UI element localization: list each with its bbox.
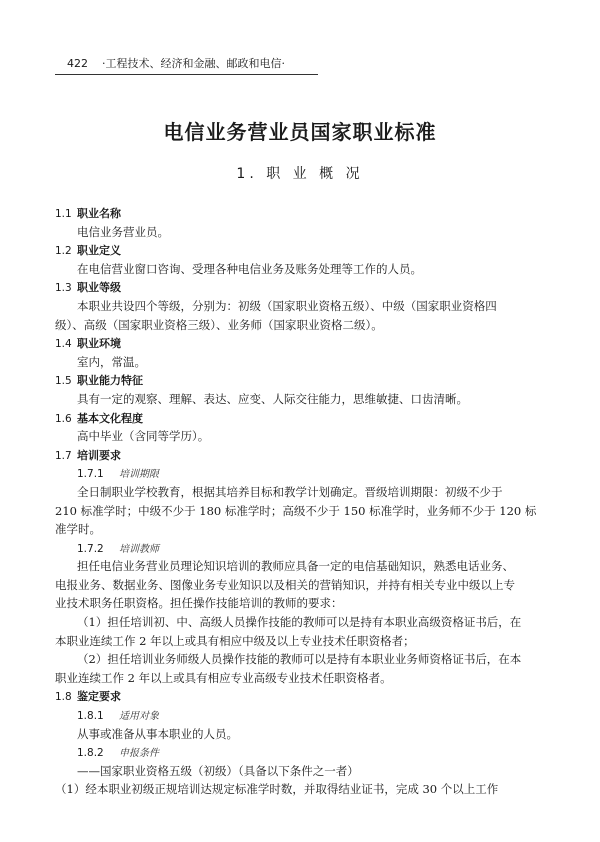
section-heading-text: 培训要求 xyxy=(77,448,121,462)
section-heading xyxy=(55,204,545,223)
paragraph-line: 本职业共设四个等级，分别为：初级（国家职业资格五级）、中级（国家职业资格四 xyxy=(77,298,497,313)
section-heading-text: 职业定义 xyxy=(77,244,121,258)
section-heading xyxy=(55,409,545,428)
section-heading-text: 鉴定要求 xyxy=(77,690,121,704)
section-title: 1. 职 业 概 况 xyxy=(236,166,364,182)
subsection-heading-text: 培训教师 xyxy=(119,543,159,555)
paragraph-line: 具有一定的观察、理解、表达、应变、人际交往能力，思维敏捷、口齿清晰。 xyxy=(77,391,468,406)
section-number: 1.4 xyxy=(55,338,72,351)
section-number: 1.3 xyxy=(55,282,72,295)
document-body xyxy=(55,204,545,799)
section-number: 1.5 xyxy=(55,375,72,388)
paragraph-line: （2）担任培训业务师级人员操作技能的教师可以是持有本职业业务师资格证书后，在本 xyxy=(77,652,522,667)
section-heading-text: 基本文化程度 xyxy=(77,411,143,425)
page-number: 422 xyxy=(67,57,88,70)
section-number: 1.2 xyxy=(55,245,72,258)
subsection-number: 1.7.1 xyxy=(77,468,104,481)
subsection-heading-text: 申报条件 xyxy=(119,748,159,760)
subsection-heading xyxy=(55,464,545,483)
subsection-number: 1.8.2 xyxy=(77,747,104,760)
subsection-heading xyxy=(55,539,545,558)
running-header xyxy=(55,55,318,75)
section-number: 1.7 xyxy=(55,449,72,462)
section-heading xyxy=(55,687,545,706)
section-heading xyxy=(55,241,545,260)
paragraph-line: 高中毕业（含同等学历）。 xyxy=(77,429,210,444)
paragraph-line: 职业连续工作 2 年以上或具有相应专业高级专业技术任职资格者。 xyxy=(55,670,392,685)
subsection-heading xyxy=(55,743,545,762)
section-heading xyxy=(55,334,545,353)
paragraph-line: 本职业连续工作 2 年以上或具有相应中级及以上专业技术任职资格者； xyxy=(55,633,415,648)
document-title: 电信业务营业员国家职业标准 xyxy=(163,120,437,144)
subsection-heading-text: 适用对象 xyxy=(119,711,159,723)
running-title: ·工程技术、经济和金融、邮政和电信· xyxy=(102,57,285,70)
paragraph-line: 电信业务营业员。 xyxy=(77,224,169,239)
paragraph-line: 在电信营业窗口咨询、受理各种电信业务及账务处理等工作的人员。 xyxy=(77,261,422,276)
paragraph-line: 准学时。 xyxy=(55,522,101,537)
paragraph-line: 210 标准学时；中级不少于 180 标准学时；高级不少于 150 标准学时，业务师不少于 120 标 xyxy=(55,503,537,518)
section-heading-text: 职业等级 xyxy=(77,281,121,295)
section-heading xyxy=(55,446,545,465)
section-heading-text: 职业能力特征 xyxy=(77,374,143,388)
section-number: 1.8 xyxy=(55,691,72,704)
section-heading-text: 职业环境 xyxy=(77,337,121,351)
section-number: 1.1 xyxy=(55,208,72,220)
subsection-number: 1.8.1 xyxy=(77,710,104,723)
paragraph-line: 从事或准备从事本职业的人员。 xyxy=(77,726,238,741)
paragraph-line: 级）、高级（国家职业资格三级）、业务师（国家职业资格二级）。 xyxy=(55,317,383,332)
section-number: 1.6 xyxy=(55,412,72,425)
paragraph-line: 业技术职务任职资格。担任操作技能培训的教师的要求： xyxy=(55,596,343,611)
paragraph-line: 担任电信业务营业员理论知识培训的教师应具备一定的电信基础知识，熟悉电话业务、 xyxy=(77,559,514,574)
paragraph-line: 电报业务、数据业务、图像业务专业知识以及相关的营销知识，并持有相关专业中级以上专 xyxy=(55,577,515,592)
paragraph-line: （1）经本职业初级正规培训达规定标准学时数，并取得结业证书，完成 30 个以上工作 xyxy=(55,782,499,797)
subsection-number: 1.7.2 xyxy=(77,542,104,555)
paragraph-line: （1）担任培训初、中、高级人员操作技能的教师可以是持有本职业高级资格证书后，在 xyxy=(77,615,522,630)
subsection-heading xyxy=(55,706,545,725)
paragraph-line: 全日制职业学校教育，根据其培养目标和教学计划确定。晋级培训期限：初级不少于 xyxy=(77,484,503,499)
subsection-heading-text: 培训期限 xyxy=(119,469,159,481)
paragraph-line: 室内，常温。 xyxy=(77,354,146,369)
paragraph-line: ——国家职业资格五级（初级）（具备以下条件之一者） xyxy=(77,763,359,778)
section-heading-text: 职业名称 xyxy=(77,207,121,220)
section-heading xyxy=(55,278,545,297)
section-heading xyxy=(55,371,545,390)
